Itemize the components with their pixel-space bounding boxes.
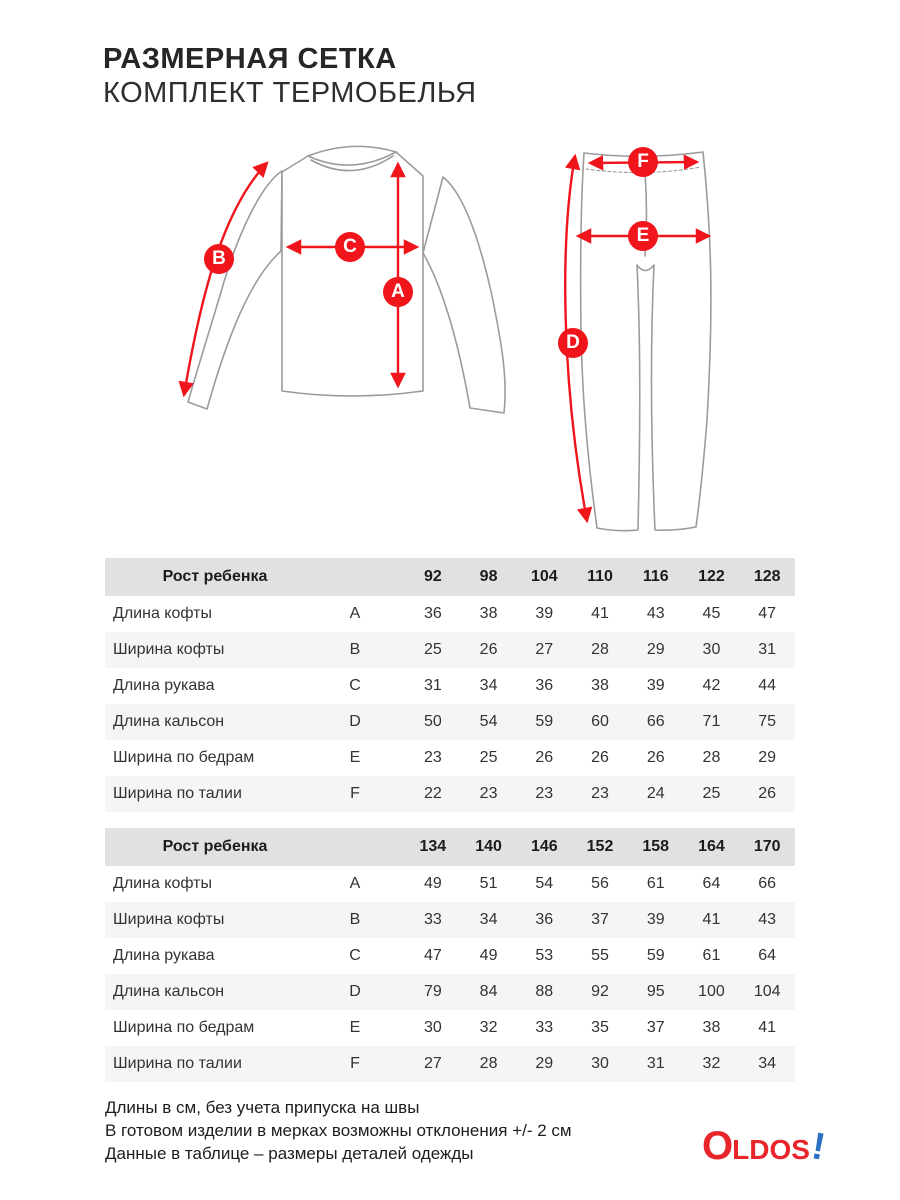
value-cell: 49: [479, 947, 498, 964]
value-cell: 44: [758, 677, 777, 694]
value-cell: 60: [591, 713, 609, 730]
value-cell: 26: [591, 749, 609, 766]
value-cell: 100: [698, 983, 725, 1000]
table-row: [105, 668, 795, 704]
value-cell: 39: [535, 605, 554, 622]
thermal-shirt-outline: [188, 146, 505, 413]
table-row: [105, 974, 795, 1010]
header-sizes: [385, 838, 795, 856]
value-cell: 64: [702, 875, 721, 892]
value-cell: 31: [758, 641, 777, 658]
value-cell: 39: [646, 677, 665, 694]
row-label: Ширина кофты: [113, 641, 225, 658]
value-cell: 34: [479, 911, 498, 928]
value-cell: 38: [479, 605, 498, 622]
table-row: [105, 704, 795, 740]
header-sizes: [385, 568, 795, 586]
row-label: Длина кальсон: [113, 983, 225, 1000]
shirt-left-sleeve: [188, 171, 282, 409]
value-cell: 59: [646, 947, 665, 964]
table-row: [105, 866, 795, 902]
value-cell: 22: [423, 785, 442, 802]
footnote-line: В готовом изделии в мерках возможны отклонения +/- 2 см: [105, 1121, 572, 1140]
value-cell: 27: [423, 1055, 442, 1072]
value-cell: 32: [479, 1019, 498, 1036]
value-cell: 25: [702, 785, 721, 802]
row-label: Ширина кофты: [113, 911, 225, 928]
value-cell: 49: [423, 875, 442, 892]
value-cell: 35: [591, 1019, 609, 1036]
oldos-logo: [702, 1124, 829, 1169]
table-row: [105, 1010, 795, 1046]
measurement-marker-b: B: [204, 244, 234, 274]
value-cell: 61: [646, 875, 665, 892]
value-cell: 37: [591, 911, 609, 928]
row-letter: F: [350, 1055, 360, 1072]
value-cell: 26: [535, 749, 554, 766]
value-cell: 23: [423, 749, 442, 766]
logo-letters-ldos: LDOS: [732, 1134, 810, 1165]
table-row: [105, 740, 795, 776]
value-cell: 23: [535, 785, 554, 802]
value-cell: 26: [479, 641, 498, 658]
value-cell: 23: [479, 785, 498, 802]
size-header-cell: 146: [530, 838, 558, 855]
shirt-body: [282, 146, 423, 396]
row-label: Длина рукава: [113, 947, 215, 964]
value-cell: 29: [758, 749, 777, 766]
value-cell: 29: [646, 641, 665, 658]
row-values: [385, 641, 795, 659]
value-cell: 36: [535, 911, 554, 928]
value-cell: 84: [479, 983, 498, 1000]
value-cell: 104: [753, 983, 781, 1000]
value-cell: 34: [758, 1055, 777, 1072]
size-header-cell: 116: [642, 568, 669, 585]
table-header-row: [105, 558, 795, 596]
title-line-2: КОМПЛЕКТ ТЕРМОБЕЛЬЯ: [103, 77, 477, 109]
row-letter: A: [349, 875, 361, 892]
table-row: [105, 776, 795, 812]
table-row: [105, 632, 795, 668]
value-cell: 66: [758, 875, 777, 892]
value-cell: 30: [423, 1019, 442, 1036]
row-letter: F: [350, 785, 360, 802]
row-label: Длина кофты: [113, 875, 213, 892]
row-values: [385, 983, 795, 1001]
value-cell: 30: [591, 1055, 609, 1072]
value-cell: 71: [702, 713, 721, 730]
footnotes: [105, 1096, 572, 1165]
row-label: Длина рукава: [113, 677, 215, 694]
table-row: [105, 1046, 795, 1082]
size-header-cell: 110: [587, 568, 613, 585]
value-cell: 50: [423, 713, 442, 730]
value-cell: 53: [535, 947, 554, 964]
row-label: Длина кальсон: [113, 713, 225, 730]
value-cell: 61: [702, 947, 721, 964]
value-cell: 33: [535, 1019, 554, 1036]
value-cell: 41: [591, 605, 609, 622]
row-label: Ширина по талии: [113, 785, 242, 802]
size-header-cell: 122: [698, 568, 725, 585]
title-line-1: РАЗМЕРНАЯ СЕТКА: [103, 43, 397, 75]
row-label: Ширина по бедрам: [113, 749, 255, 766]
footnote-line: Длины в см, без учета припуска на швы: [105, 1098, 420, 1117]
measurement-marker-a: A: [383, 277, 413, 307]
row-values: [385, 1019, 795, 1037]
value-cell: 33: [423, 911, 442, 928]
row-values: [385, 677, 795, 695]
size-header-cell: 128: [753, 568, 781, 585]
value-cell: 25: [479, 749, 498, 766]
size-header-cell: 92: [423, 568, 442, 585]
value-cell: 30: [702, 641, 721, 658]
value-cell: 75: [758, 713, 777, 730]
value-cell: 32: [702, 1055, 721, 1072]
value-cell: 23: [591, 785, 609, 802]
value-cell: 34: [479, 677, 498, 694]
value-cell: 66: [646, 713, 665, 730]
value-cell: 25: [423, 641, 442, 658]
value-cell: 28: [479, 1055, 498, 1072]
value-cell: 45: [702, 605, 721, 622]
size-header-cell: 104: [530, 568, 558, 585]
row-letter: B: [349, 641, 361, 658]
table-row: [105, 938, 795, 974]
size-header-cell: 152: [586, 838, 614, 855]
row-letter: E: [349, 749, 361, 766]
value-cell: 92: [591, 983, 609, 1000]
row-label: Ширина по талии: [113, 1055, 242, 1072]
size-header-cell: 164: [698, 838, 725, 855]
row-values: [385, 1055, 795, 1073]
value-cell: 41: [758, 1019, 777, 1036]
value-cell: 29: [535, 1055, 554, 1072]
value-cell: 47: [423, 947, 442, 964]
row-values: [385, 785, 795, 803]
value-cell: 64: [758, 947, 777, 964]
value-cell: 43: [646, 605, 665, 622]
row-letter: A: [349, 605, 361, 622]
row-letter: D: [349, 983, 361, 1000]
table-row: [105, 596, 795, 632]
value-cell: 37: [646, 1019, 665, 1036]
value-cell: 26: [758, 785, 777, 802]
value-cell: 31: [646, 1055, 665, 1072]
size-header-cell: 158: [642, 838, 670, 855]
size-header-cell: 134: [419, 838, 447, 855]
value-cell: 41: [702, 911, 721, 928]
row-letter: E: [349, 1019, 361, 1036]
row-values: [385, 749, 795, 767]
logo-exclamation: !: [808, 1125, 829, 1169]
value-cell: 88: [535, 983, 554, 1000]
table-row: [105, 902, 795, 938]
value-cell: 27: [535, 641, 554, 658]
row-letter: C: [349, 947, 361, 964]
size-table-large: [105, 828, 795, 1082]
value-cell: 42: [702, 677, 721, 694]
row-values: [385, 605, 795, 623]
value-cell: 38: [591, 677, 609, 694]
value-cell: 28: [702, 749, 721, 766]
footnote-line: Данные в таблице – размеры деталей одежды: [105, 1144, 474, 1163]
size-header-cell: 140: [475, 838, 502, 855]
logo-letter-o: O: [702, 1124, 733, 1168]
row-label: Длина кофты: [113, 605, 213, 622]
value-cell: 79: [423, 983, 442, 1000]
row-letter: D: [349, 713, 361, 730]
size-table-small: [105, 558, 795, 812]
row-values: [385, 875, 795, 893]
header-label: Рост ребенка: [162, 568, 268, 585]
measurement-marker-d: D: [558, 328, 588, 358]
measurement-marker-e: E: [628, 221, 658, 251]
value-cell: 39: [646, 911, 665, 928]
table-header-row: [105, 828, 795, 866]
row-values: [385, 947, 795, 965]
value-cell: 59: [535, 713, 554, 730]
row-label: Ширина по бедрам: [113, 1019, 255, 1036]
value-cell: 38: [702, 1019, 721, 1036]
measurement-diagram: [0, 0, 900, 560]
measurement-marker-c: C: [335, 232, 365, 262]
value-cell: 28: [591, 641, 609, 658]
value-cell: 54: [535, 875, 554, 892]
row-letter: C: [349, 677, 361, 694]
value-cell: 54: [479, 713, 498, 730]
value-cell: 51: [479, 875, 498, 892]
value-cell: 95: [646, 983, 665, 1000]
value-cell: 31: [423, 677, 442, 694]
value-cell: 56: [591, 875, 609, 892]
value-cell: 55: [591, 947, 609, 964]
measurement-marker-f: F: [628, 147, 658, 177]
size-header-cell: 98: [479, 568, 498, 585]
value-cell: 43: [758, 911, 777, 928]
thermal-pants-outline: [581, 152, 711, 531]
value-cell: 47: [758, 605, 777, 622]
row-letter: B: [349, 911, 361, 928]
size-header-cell: 170: [753, 838, 781, 855]
row-values: [385, 911, 795, 929]
row-values: [385, 713, 795, 731]
shirt-right-sleeve: [423, 177, 505, 413]
value-cell: 36: [535, 677, 554, 694]
value-cell: 36: [423, 605, 442, 622]
value-cell: 24: [646, 785, 665, 802]
value-cell: 26: [646, 749, 665, 766]
header-label: Рост ребенка: [162, 838, 268, 855]
